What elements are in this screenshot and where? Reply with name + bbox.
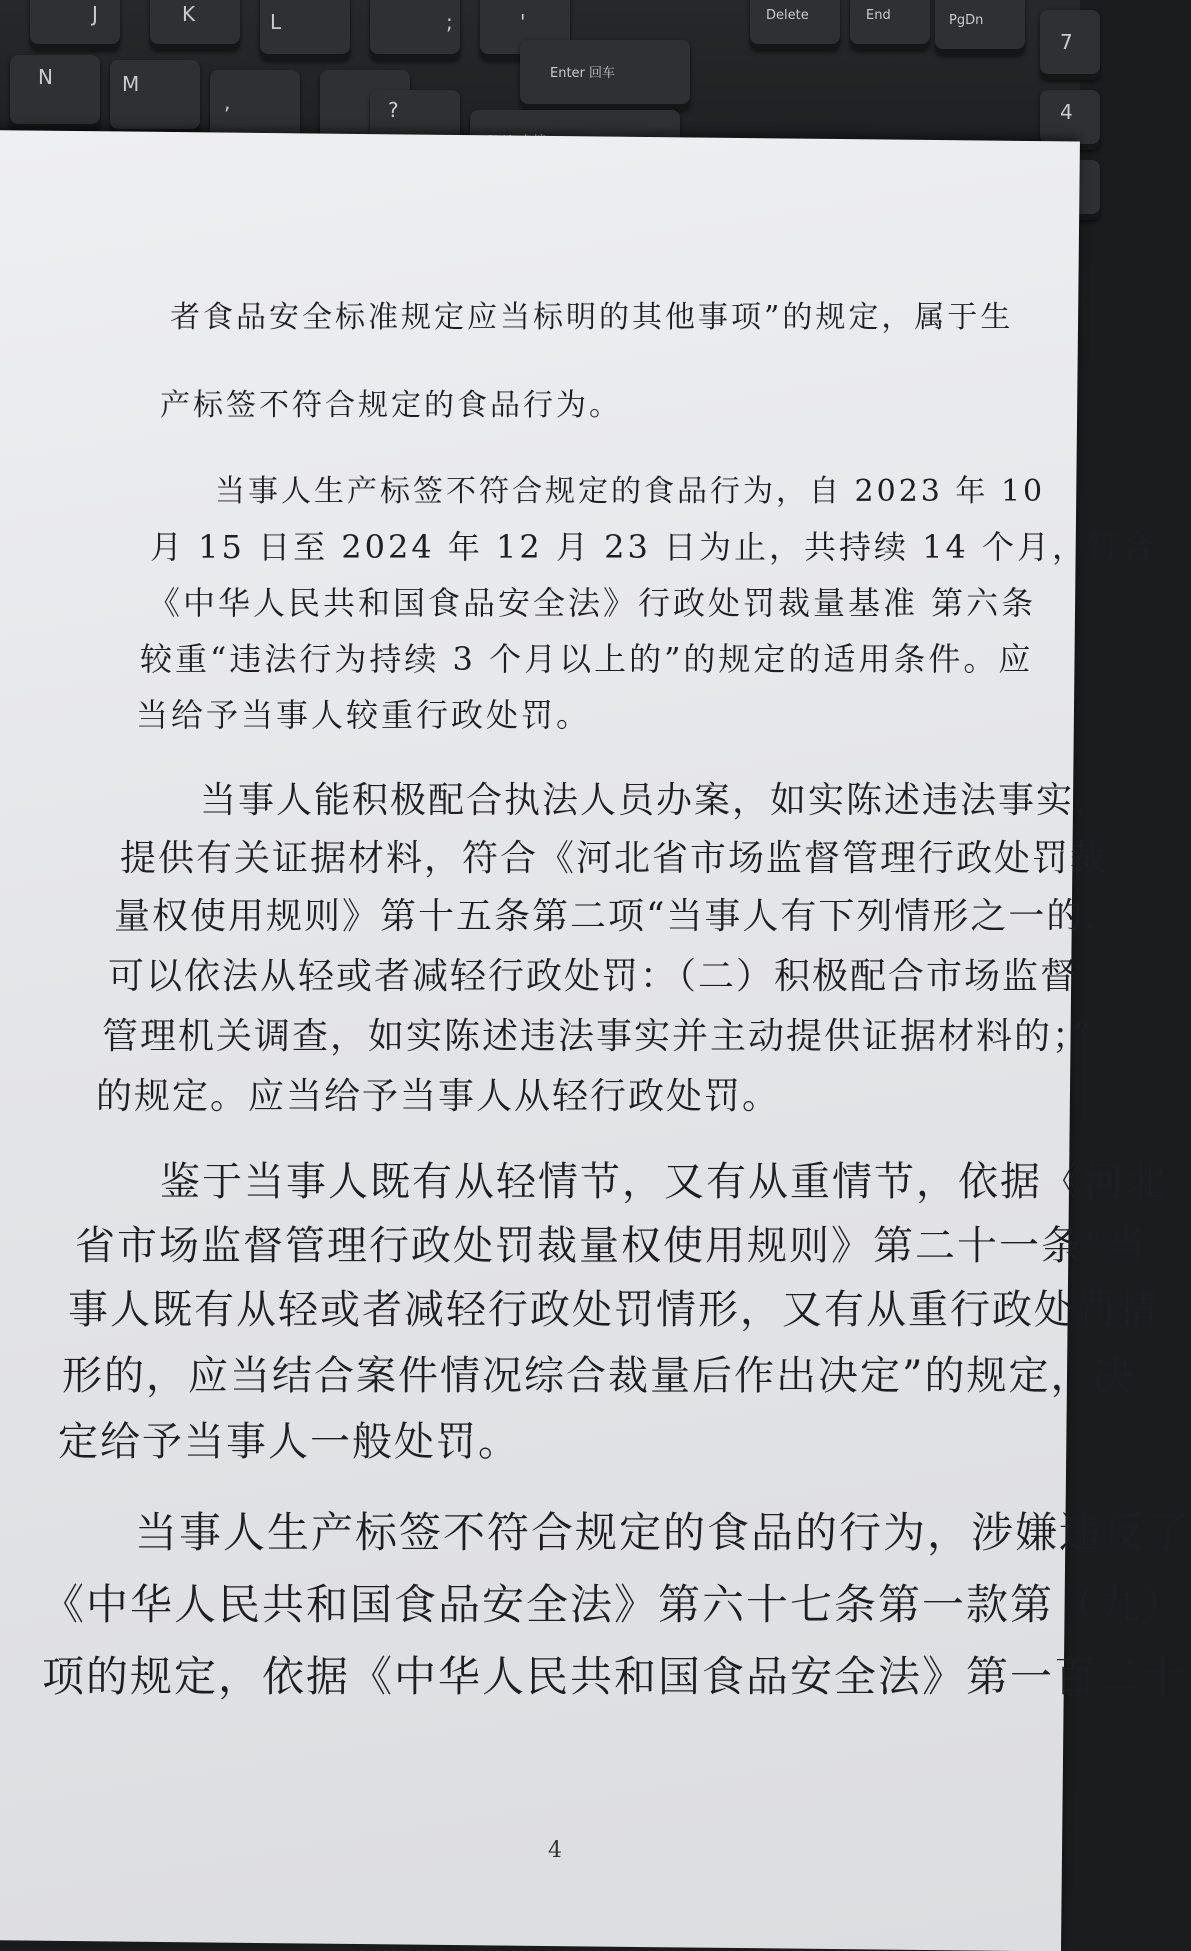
doc-line-4: 月 15 日至 2024 年 12 月 23 日为止，共持续 14 个月，符合 <box>150 528 1158 566</box>
key-l: L <box>260 0 350 60</box>
key-num7: 7 <box>1040 10 1100 80</box>
doc-line-19: 当事人生产标签不符合规定的食品的行为，涉嫌违反了 <box>135 1508 1191 1557</box>
key-semicolon: ; <box>370 0 460 60</box>
doc-line-11: 可以依法从轻或者减轻行政处罚：（二）积极配合市场监督 <box>108 956 1079 997</box>
key-end: End <box>850 0 930 50</box>
doc-line-8: 当事人能积极配合执法人员办案，如实陈述违法事实， <box>200 780 1113 821</box>
doc-line-5: 《中华人民共和国食品安全法》行政处罚裁量基准 第六条 <box>148 584 1037 622</box>
key-k: K <box>150 0 240 50</box>
doc-line-17: 形的，应当结合案件情况综合裁量后作出决定”的规定，决 <box>62 1353 1135 1399</box>
doc-line-7: 当给予当事人较重行政处罚。 <box>136 696 592 734</box>
doc-line-18: 定给予当事人一般处罚。 <box>58 1419 520 1465</box>
key-enter: Enter 回车 <box>520 40 690 110</box>
doc-line-21: 项的规定，依据《中华人民共和国食品安全法》第一百二十 <box>42 1652 1187 1701</box>
key-pgdn: PgDn <box>935 0 1025 55</box>
key-j: J <box>30 0 120 50</box>
doc-line-14: 鉴于当事人既有从轻情节，又有从重情节，依据《河北 <box>160 1159 1168 1205</box>
doc-line-1: 者食品安全标准规定应当标明的其他事项”的规定，属于生 <box>170 300 1014 335</box>
key-quote: ' <box>480 0 570 60</box>
doc-line-13: 的规定。应当给予当事人从轻行政处罚。 <box>96 1076 781 1117</box>
key-comma: , <box>210 70 300 145</box>
key-num4: 4 <box>1040 90 1100 150</box>
doc-line-6: 较重“违法行为持续 3 个月以上的”的规定的适用条件。应 <box>140 640 1034 678</box>
key-delete: Delete <box>750 0 840 50</box>
doc-line-12: 管理机关调查，如实陈述违法事实并主动提供证据材料的；” <box>102 1016 1093 1057</box>
doc-line-9: 提供有关证据材料，符合《河北省市场监督管理行政处罚裁 <box>120 838 1109 879</box>
doc-line-2: 产标签不符合规定的食品行为。 <box>160 388 622 423</box>
key-question: ? <box>370 90 460 160</box>
doc-line-15: 省市场监督管理行政处罚裁量权使用规则》第二十一条“当 <box>75 1223 1148 1269</box>
page-number: 4 <box>548 1838 562 1863</box>
doc-line-3: 当事人生产标签不符合规定的食品行为，自 2023 年 10 <box>215 474 1046 509</box>
key-m: M <box>110 60 200 135</box>
key-n: N <box>10 55 100 130</box>
doc-line-16: 事人既有从轻或者减轻行政处罚情形，又有从重行政处罚情 <box>68 1287 1160 1333</box>
doc-line-10: 量权使用规则》第十五条第二项“当事人有下列情形之一的， <box>114 896 1123 937</box>
doc-line-20: 《中华人民共和国食品安全法》第六十七条第一款第（九） <box>42 1580 1187 1629</box>
